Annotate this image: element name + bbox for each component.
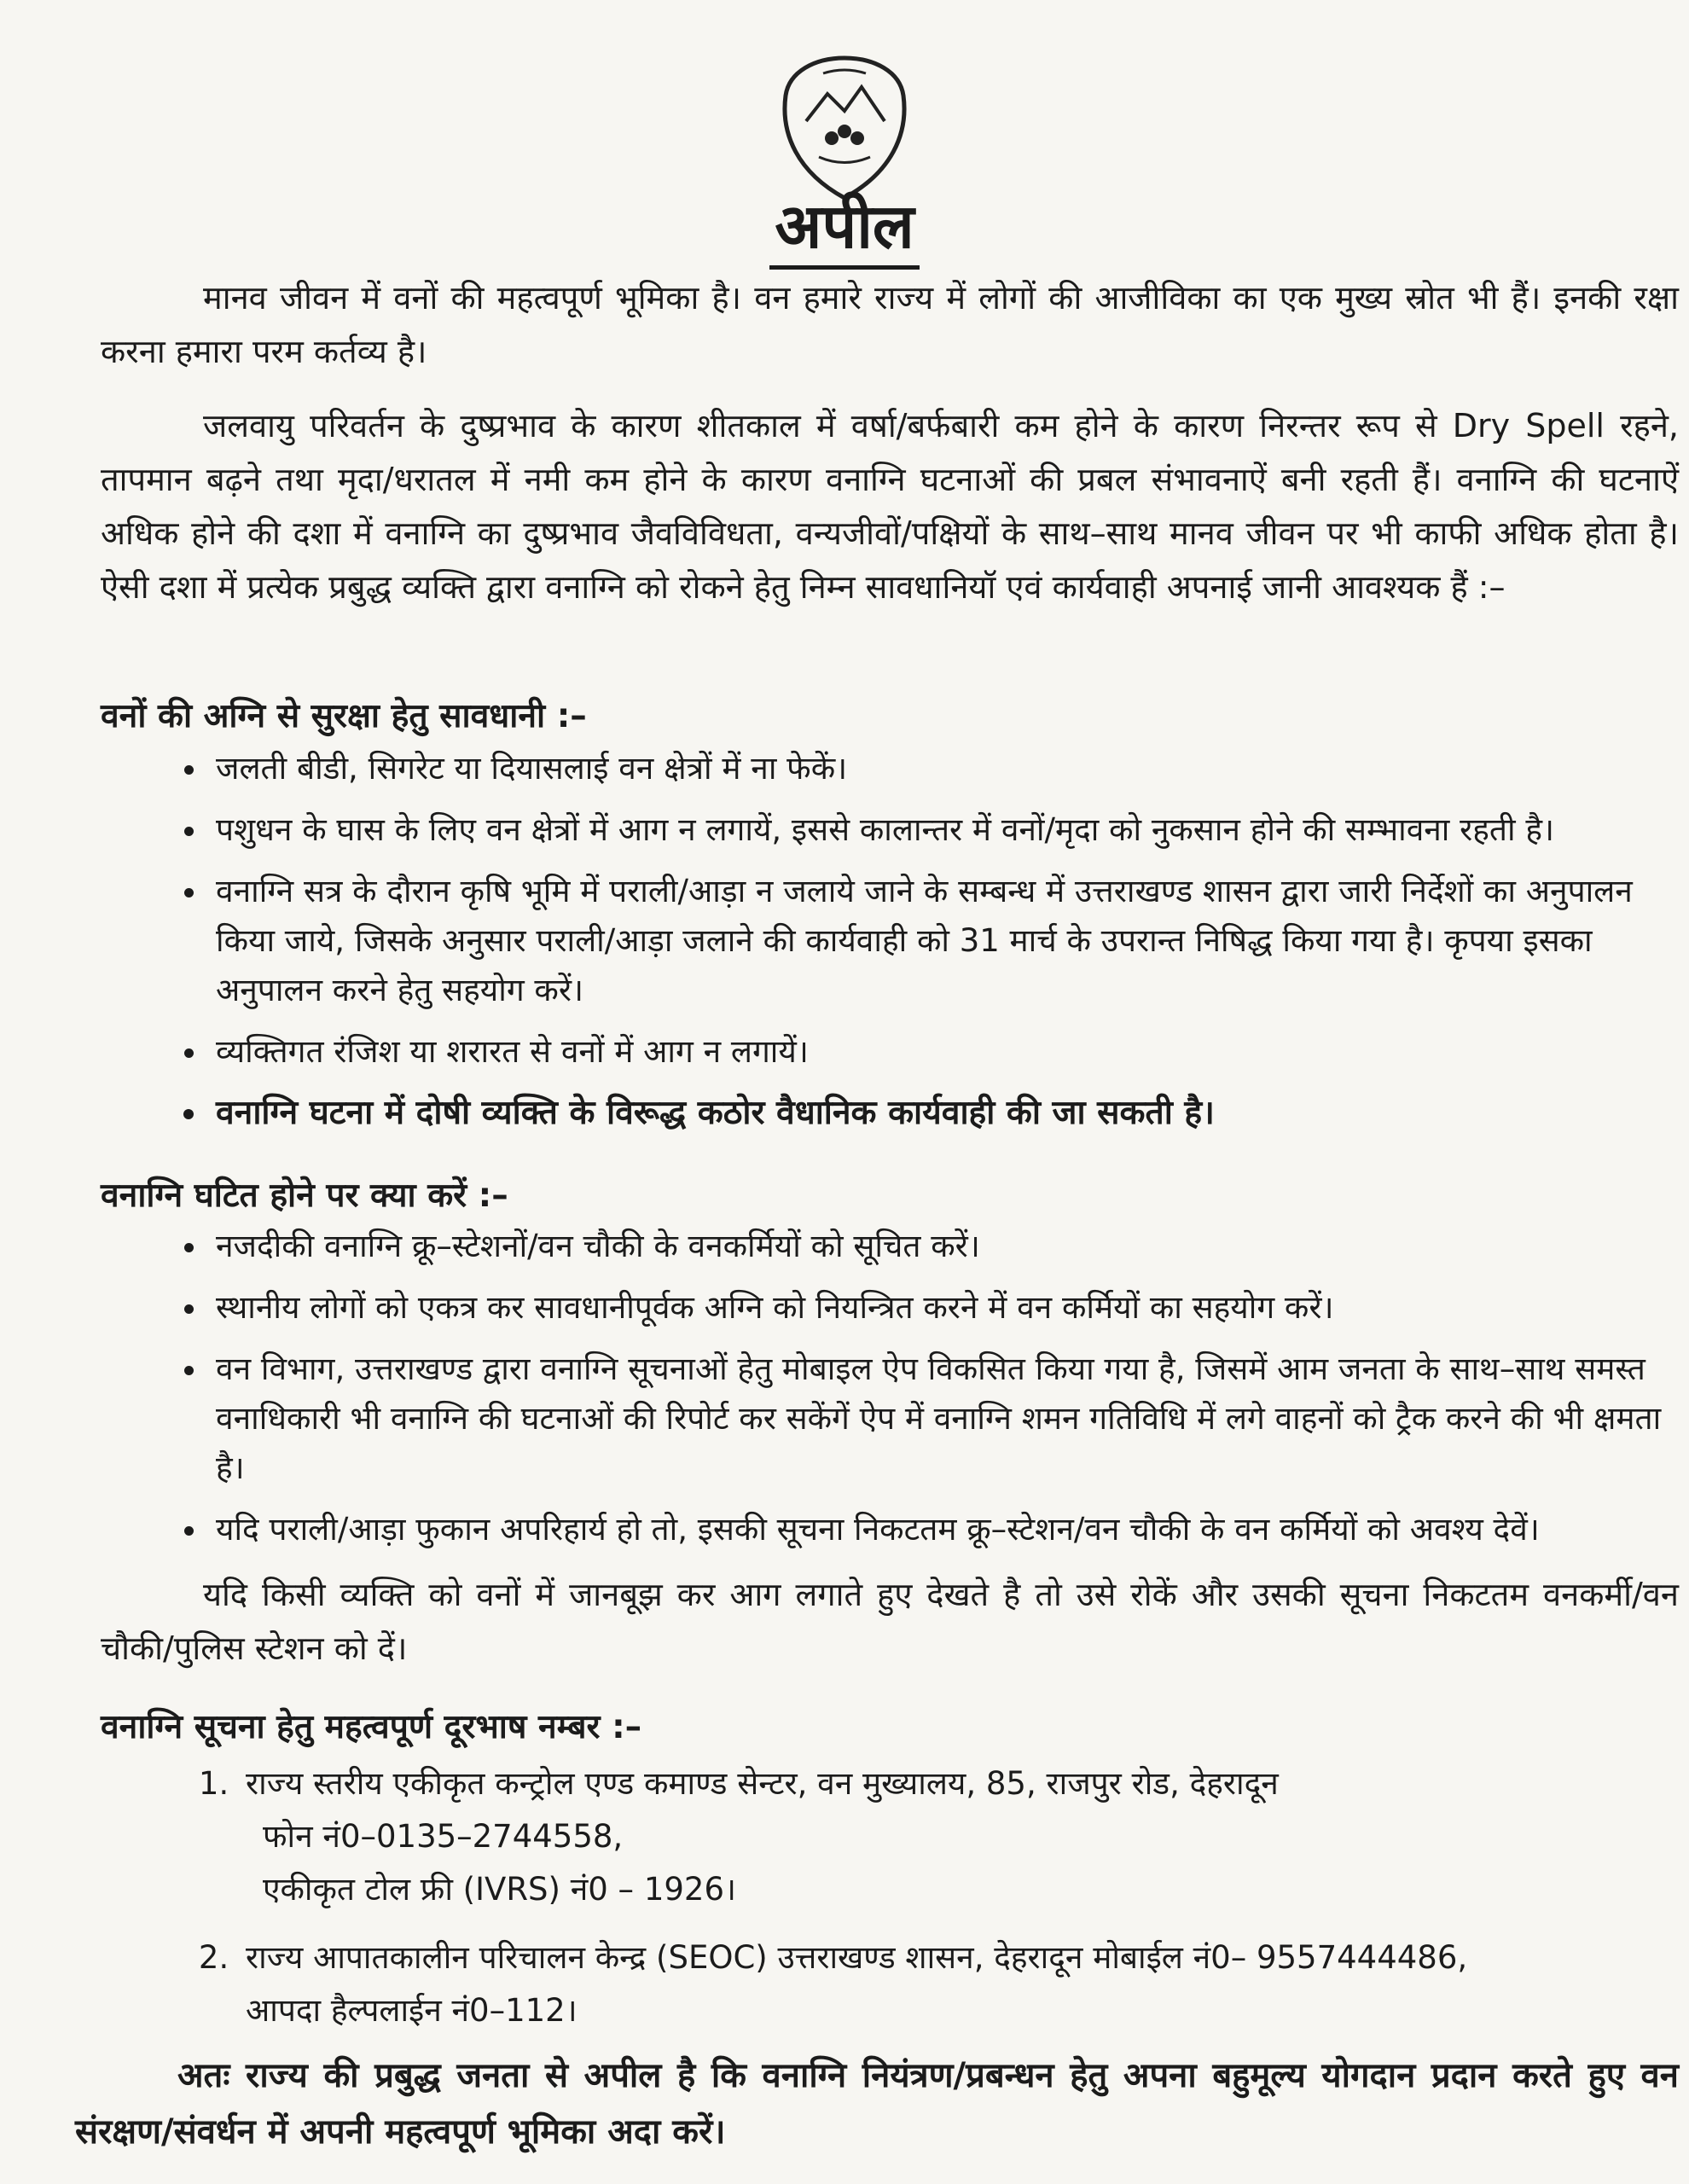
list-item xyxy=(239,1757,1689,1916)
intro-paragraph-2: जलवायु परिवर्तन के दुष्प्रभाव के कारण शीतकाल में वर्षा/बर्फबारी कम होने के कारण निरन्तर रूप से Dry Spell रहने, तापमान बढ़ने तथा मृदा/धरातल में नमी कम होने के कारण वनाग्नि घटनाओं की प्रबल संभावनाऐं बनी रहती हैं। वनाग्नि की घटनाऐं अधिक होने की दशा में वनाग्नि का दुष्प्रभाव जैवविविधता, वन्यजीवों/पक्षियों के साथ–साथ मानव जीवन पर भी काफी अधिक होता है। ऐसी दशा में प्रत्येक प्रबुद्ध व्यक्ति द्वारा वनाग्नि को रोकने हेतु निम्न सावधानियॉ एवं कार्यवाही अपनाई जानी आवश्यक हैं :– xyxy=(101,407,1679,606)
list-item: • वनाग्नि सत्र के दौरान कृषि भूमि में पराली/आड़ा न जलाये जाने के सम्बन्ध में उत्तराखण्ड शासन द्वारा जारी निर्देशों का अनुपालन किया जाये, जिसके अनुसार पराली/आड़ा जलाने की कार्यवाही को 31 मार्च के उपरान्त निषिद्ध किया गया है। कृपया इसका अनुपालन करने हेतु सहयोग करें। xyxy=(209,867,1689,1015)
contact-phone: फोन नं0–0135–2744558, xyxy=(263,1818,624,1855)
list-item: • जलती बीडी, सिगरेट या दियासलाई वन क्षेत्रों में ना फेकें। xyxy=(209,744,1689,793)
list-item: • व्यक्तिगत रंजिश या शरारत से वनों में आग न लगायें। xyxy=(209,1027,1689,1077)
uttarakhand-emblem-icon xyxy=(781,53,908,203)
list-item xyxy=(239,1931,1689,2037)
on-fire-list xyxy=(162,1222,1689,1566)
list-item: • यदि पराली/आड़ा फुकान अपरिहार्य हो तो, इसकी सूचना निकटतम क्रू–स्टेशन/वन चौकी के वन कर्मियों को अवश्य देवें। xyxy=(209,1505,1689,1554)
contact-helpline: आपदा हैल्पलाईन नं0–112। xyxy=(246,1992,578,2029)
contact-seoc: राज्य आपातकालीन परिचालन केन्द्र (SEOC) उत्तराखण्ड शासन, देहरादून मोबाईल नं0– 9557444486, xyxy=(246,1939,1468,1976)
intro-paragraph-1: मानव जीवन में वनों की महत्वपूर्ण भूमिका है। वन हमारे राज्य में लोगों की आजीविका का एक मुख्य स्रोत भी हैं। इनकी रक्षा करना हमारा परम कर्तव्य है। xyxy=(101,279,1679,370)
contacts-list xyxy=(192,1757,1689,2053)
contacts-heading: वनाग्नि सूचना हेतु महत्वपूर्ण दूरभाष नम्बर :– xyxy=(101,1708,642,1746)
contact-toll-free: एकीकृत टोल फ्री (IVRS) नं0 – 1926। xyxy=(263,1871,737,1908)
list-item: • वनाग्नि घटना में दोषी व्यक्ति के विरूद्ध कठोर वैधानिक कार्यवाही की जा सकती है। xyxy=(209,1089,1689,1138)
list-item: • नजदीकी वनाग्नि क्रू–स्टेशनों/वन चौकी के वनकर्मियों को सूचित करें। xyxy=(209,1222,1689,1271)
list-item: • स्थानीय लोगों को एकत्र कर सावधानीपूर्वक अग्नि को नियन्त्रित करने में वन कर्मियों का सहयोग करें। xyxy=(209,1283,1689,1333)
report-paragraph: यदि किसी व्यक्ति को वनों में जानबूझ कर आग लगाते हुए देखते है तो उसे रोकें और उसकी सूचना निकटतम वनकर्मी/वन चौकी/पुलिस स्टेशन को दें। xyxy=(101,1576,1679,1667)
on-fire-heading: वनाग्नि घटित होने पर क्या करें :– xyxy=(101,1176,508,1215)
list-item: • पशुधन के घास के लिए वन क्षेत्रों में आग न लगायें, इससे कालान्तर में वनों/मृदा को नुकसान होने की सम्भावना रहती है। xyxy=(209,805,1689,855)
precautions-heading: वनों की अग्नि से सुरक्षा हेतु सावधानी :– xyxy=(101,697,587,735)
page-title: अपील xyxy=(0,188,1689,264)
contact-address: राज्य स्तरीय एकीकृत कन्ट्रोल एण्ड कमाण्ड सेन्टर, वन मुख्यालय, 85, राजपुर रोड, देहरादून xyxy=(246,1765,1279,1802)
precautions-list xyxy=(162,744,1689,1150)
closing-appeal: अतः राज्य की प्रबुद्ध जनता से अपील है कि वनाग्नि नियंत्रण/प्रबन्धन हेतु अपना बहुमूल्य योगदान प्रदान करते हुए वन संरक्षण/संवर्धन में अपनी महत्वपूर्ण भूमिका अदा करें। xyxy=(75,2056,1679,2152)
list-item: • वन विभाग, उत्तराखण्ड द्वारा वनाग्नि सूचनाओं हेतु मोबाइल ऐप विकसित किया गया है, जिसमें आम जनता के साथ–साथ समस्त वनाधिकारी भी वनाग्नि की घटनाओं की रिपोर्ट कर सकेंगें ऐप में वनाग्नि शमन गतिविधि में लगे वाहनों को ट्रैक करने की भी क्षमता है। xyxy=(209,1345,1689,1493)
